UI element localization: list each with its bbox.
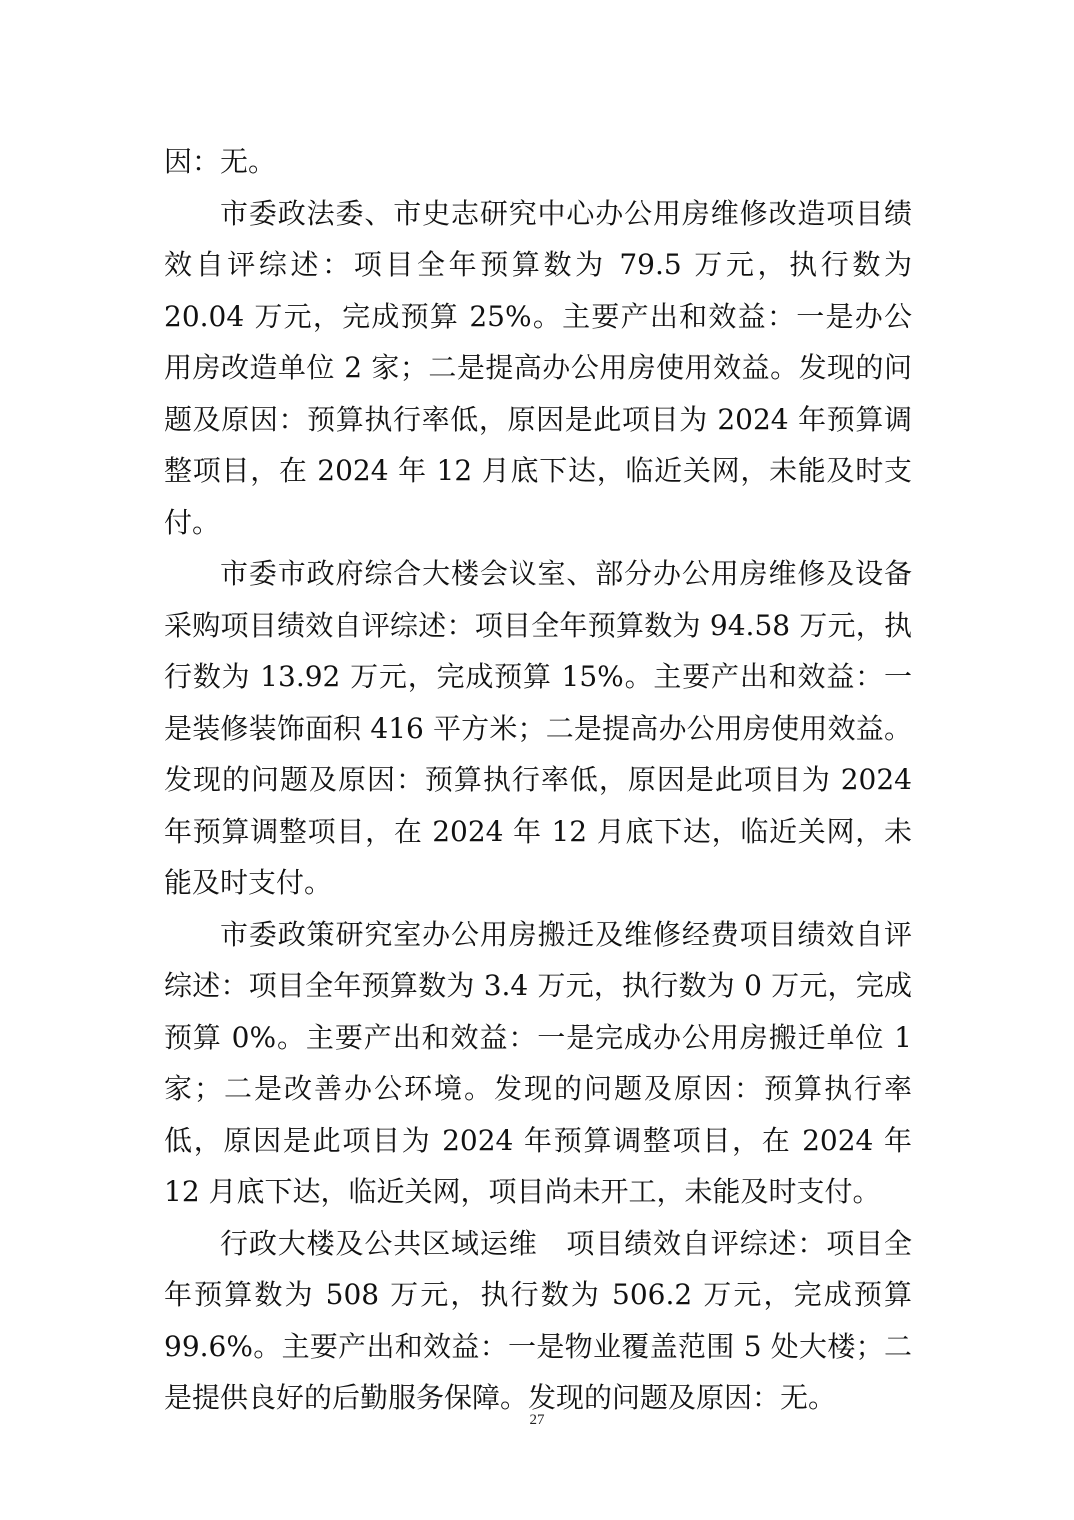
paragraph-administrative-building-operations: 行政大楼及公共区域运维 项目绩效自评综述：项目全年预算数为 508 万元，执行数为 506.2 万元，完成预算 99.6%。主要产出和效益：一是物业覆盖范围 5 处大楼；二是提供良好的后勤服务保障。发现的问题及原因：无。 [164,1226,912,1414]
page-number: 27 [529,1412,545,1428]
paragraph-political-legal-committee: 市委政法委、市史志研究中心办公用房维修改造项目绩效自评综述：项目全年预算数为 79.5 万元，执行数为 20.04 万元，完成预算 25%。主要产出和效益：一是办公用房改造单位 2 家；二是提高办公用房使用效益。发现的问题及原因：预算执行率低，原因是此项目为 2024 年预算调整项目，在 2024 年 12 月底下达，临近关网，未能及时支付。 [164,196,912,539]
paragraph-municipal-building-meeting-room: 市委市政府综合大楼会议室、部分办公用房维修及设备采购项目绩效自评综述：项目全年预算数为 94.58 万元，执行数为 13.92 万元，完成预算 15%。主要产出和效益：一是装修装饰面积 416 平方米；二是提高办公用房使用效益。发现的问题及原因：预算执行率低，原因是此项目为 2024 年预算调整项目，在 2024 年 12 月底下达，临近关网，未能及时支付。 [164,557,912,899]
paragraph-policy-research-office: 市委政策研究室办公用房搬迁及维修经费项目绩效自评综述：项目全年预算数为 3.4 万元，执行数为 0 万元，完成预算 0%。主要产出和效益：一是完成办公用房搬迁单位 1 家；二是改善办公环境。发现的问题及原因：预算执行率低，原因是此项目为 2024 年预算调整项目，在 2024 年 12 月底下达，临近关网，项目尚未开工，未能及时支付。 [164,917,912,1208]
document-body [164,136,912,1424]
paragraph-continuation: 因：无。 [164,145,277,178]
